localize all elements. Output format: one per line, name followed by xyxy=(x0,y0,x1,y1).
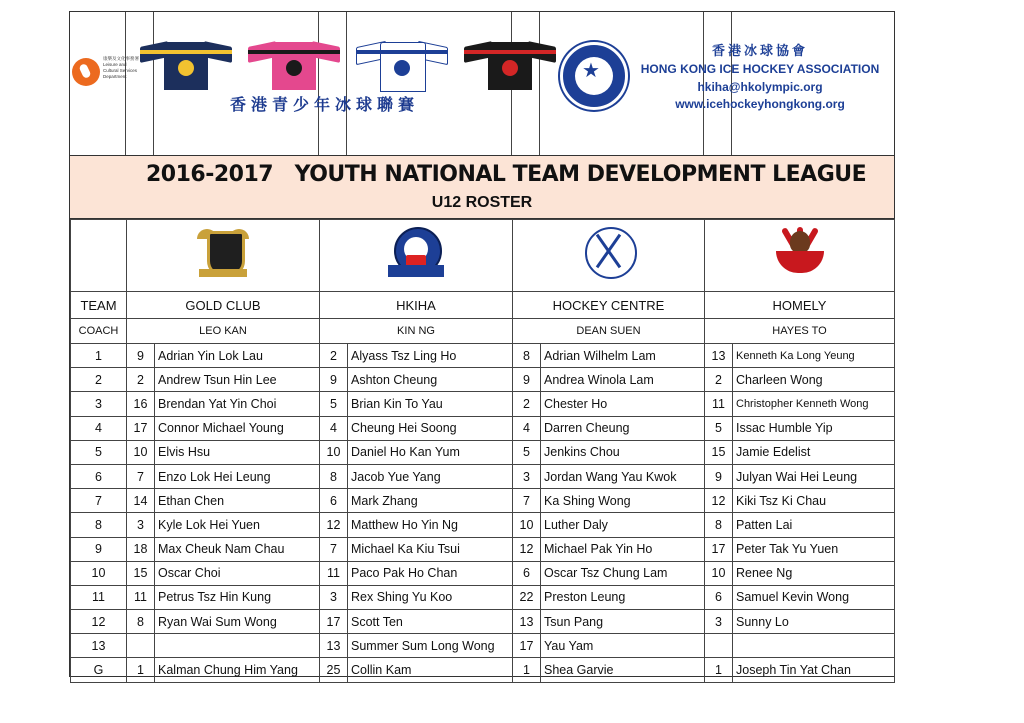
jersey-number: 22 xyxy=(513,585,541,609)
homely-logo-icon xyxy=(768,225,832,283)
roster-row xyxy=(71,537,895,561)
coach-label: COACH xyxy=(71,319,127,344)
jersey-white-icon xyxy=(356,40,448,90)
coach-name: KIN NG xyxy=(320,319,513,344)
jersey-number: 15 xyxy=(705,440,733,464)
jersey-number: 13 xyxy=(705,344,733,368)
row-label: 6 xyxy=(71,464,127,488)
player-name: Max Cheuk Nam Chau xyxy=(155,537,320,561)
team-name-row xyxy=(71,292,895,319)
jersey-number: 12 xyxy=(705,489,733,513)
gold-club-logo-cell xyxy=(127,220,320,292)
jersey-number: 5 xyxy=(513,440,541,464)
row-label: 10 xyxy=(71,561,127,585)
player-name: Alyass Tsz Ling Ho xyxy=(348,344,513,368)
jersey-number: 1 xyxy=(705,658,733,682)
jersey-number: 10 xyxy=(513,513,541,537)
jersey-number: 3 xyxy=(705,610,733,634)
hkiha-logo-icon xyxy=(384,225,448,283)
jersey-number: 10 xyxy=(127,440,155,464)
player-name: Kalman Chung Him Yang xyxy=(155,658,320,682)
roster-row xyxy=(71,610,895,634)
player-name: Samuel Kevin Wong xyxy=(733,585,895,609)
player-name: Peter Tak Yu Yuen xyxy=(733,537,895,561)
jersey-number: 1 xyxy=(127,658,155,682)
jersey-number: 9 xyxy=(127,344,155,368)
row-label: 9 xyxy=(71,537,127,561)
jersey-number: 11 xyxy=(127,585,155,609)
jersey-number: 9 xyxy=(513,368,541,392)
association-email: hkiha@hkolympic.org xyxy=(697,80,823,94)
roster-row xyxy=(71,440,895,464)
team-logo-row xyxy=(71,220,895,292)
row-label: 13 xyxy=(71,634,127,658)
row-label: 1 xyxy=(71,344,127,368)
player-name: Michael Pak Yin Ho xyxy=(541,537,705,561)
jersey-number: 17 xyxy=(127,416,155,440)
row-label: 7 xyxy=(71,489,127,513)
player-name: Jacob Yue Yang xyxy=(348,464,513,488)
association-info xyxy=(626,40,894,111)
jersey-number: 8 xyxy=(705,513,733,537)
jersey-number: 17 xyxy=(513,634,541,658)
player-name xyxy=(733,634,895,658)
player-name: Mark Zhang xyxy=(348,489,513,513)
row-label: 12 xyxy=(71,610,127,634)
player-name: Collin Kam xyxy=(348,658,513,682)
player-name: Adrian Yin Lok Lau xyxy=(155,344,320,368)
roster-row xyxy=(71,464,895,488)
player-name: Kyle Lok Hei Yuen xyxy=(155,513,320,537)
jersey-number: 14 xyxy=(127,489,155,513)
jersey-pink-icon xyxy=(248,40,340,90)
association-website: www.icehockeyhongkong.org xyxy=(675,97,845,111)
jersey-number: 11 xyxy=(705,392,733,416)
jersey-number: 5 xyxy=(705,416,733,440)
player-name xyxy=(155,634,320,658)
player-name: Connor Michael Young xyxy=(155,416,320,440)
row-label: 2 xyxy=(71,368,127,392)
jersey-number: 6 xyxy=(320,489,348,513)
jersey-number: 12 xyxy=(320,513,348,537)
roster-row xyxy=(71,658,895,682)
homely-logo-cell xyxy=(705,220,895,292)
player-name: Darren Cheung xyxy=(541,416,705,440)
jersey-number: 6 xyxy=(705,585,733,609)
jersey-number xyxy=(705,634,733,658)
team-label: TEAM xyxy=(71,292,127,319)
player-name: Cheung Hei Soong xyxy=(348,416,513,440)
player-name: Rex Shing Yu Koo xyxy=(348,585,513,609)
player-name: Brian Kin To Yau xyxy=(348,392,513,416)
player-name: Julyan Wai Hei Leung xyxy=(733,464,895,488)
jersey-number: 8 xyxy=(320,464,348,488)
coach-name: LEO KAN xyxy=(127,319,320,344)
roster-sheet xyxy=(69,11,895,677)
jersey-number: 11 xyxy=(320,561,348,585)
jersey-navy-icon xyxy=(140,40,232,90)
jersey-number: 6 xyxy=(513,561,541,585)
jersey-number: 13 xyxy=(513,610,541,634)
player-name: Daniel Ho Kan Yum xyxy=(348,440,513,464)
player-name: Preston Leung xyxy=(541,585,705,609)
jersey-number: 3 xyxy=(513,464,541,488)
row-label: 8 xyxy=(71,513,127,537)
jersey-number: 2 xyxy=(127,368,155,392)
player-name: Charleen Wong xyxy=(733,368,895,392)
player-name: Matthew Ho Yin Ng xyxy=(348,513,513,537)
player-name: Luther Daly xyxy=(541,513,705,537)
header-banner xyxy=(70,12,894,155)
jersey-number: 25 xyxy=(320,658,348,682)
empty-cell xyxy=(71,220,127,292)
roster-row xyxy=(71,368,895,392)
hockey-centre-logo-cell xyxy=(513,220,705,292)
coach-name: DEAN SUEN xyxy=(513,319,705,344)
league-chinese-title: 香港青少年冰球聯賽 xyxy=(230,95,420,114)
player-name: Petrus Tsz Hin Kung xyxy=(155,585,320,609)
jersey-number: 16 xyxy=(127,392,155,416)
roster-row xyxy=(71,489,895,513)
jersey-number: 7 xyxy=(513,489,541,513)
roster-table xyxy=(70,219,895,683)
player-name: Adrian Wilhelm Lam xyxy=(541,344,705,368)
league-title: 2016-2017 YOUTH NATIONAL TEAM DEVELOPMENT LEAGUE xyxy=(146,162,867,187)
player-name: Michael Ka Kiu Tsui xyxy=(348,537,513,561)
association-english-name: HONG KONG ICE HOCKEY ASSOCIATION xyxy=(640,62,880,76)
jersey-number: 9 xyxy=(320,368,348,392)
hockey-centre-logo-icon xyxy=(577,225,641,283)
lcsd-name: 康樂及文化事務署 Leisure and Cultural Services Department xyxy=(103,56,139,79)
jersey-number: 4 xyxy=(320,416,348,440)
jersey-number: 2 xyxy=(513,392,541,416)
player-name: Jenkins Chou xyxy=(541,440,705,464)
coach-row xyxy=(71,319,895,344)
jersey-number: 7 xyxy=(127,464,155,488)
player-name: Jamie Edelist xyxy=(733,440,895,464)
player-name: Shea Garvie xyxy=(541,658,705,682)
jersey-number: 17 xyxy=(705,537,733,561)
team-name: HOMELY xyxy=(705,292,895,319)
jersey-number: 4 xyxy=(513,416,541,440)
jersey-number: 9 xyxy=(705,464,733,488)
jersey-number: 17 xyxy=(320,610,348,634)
title-band xyxy=(70,155,894,219)
lcsd-logo xyxy=(72,54,142,94)
player-name: Enzo Lok Hei Leung xyxy=(155,464,320,488)
jersey-number: 1 xyxy=(513,658,541,682)
jersey-number: 7 xyxy=(320,537,348,561)
player-name: Andrea Winola Lam xyxy=(541,368,705,392)
player-name: Brendan Yat Yin Choi xyxy=(155,392,320,416)
hkiha-seal-icon: ★ xyxy=(560,42,628,110)
player-name: Ryan Wai Sum Wong xyxy=(155,610,320,634)
player-name: Issac Humble Yip xyxy=(733,416,895,440)
player-name: Tsun Pang xyxy=(541,610,705,634)
association-chinese-name: 香港冰球協會 xyxy=(711,44,808,59)
team-name: HKIHA xyxy=(320,292,513,319)
jersey-number: 8 xyxy=(513,344,541,368)
player-name: Joseph Tin Yat Chan xyxy=(733,658,895,682)
player-name: Summer Sum Long Wong xyxy=(348,634,513,658)
player-name: Kenneth Ka Long Yeung xyxy=(733,344,895,368)
jersey-number xyxy=(127,634,155,658)
roster-row xyxy=(71,416,895,440)
jersey-number: 12 xyxy=(513,537,541,561)
roster-row xyxy=(71,513,895,537)
jersey-number: 10 xyxy=(705,561,733,585)
roster-row xyxy=(71,634,895,658)
player-name: Chester Ho xyxy=(541,392,705,416)
player-name: Oscar Choi xyxy=(155,561,320,585)
player-name: Scott Ten xyxy=(348,610,513,634)
jersey-number: 5 xyxy=(320,392,348,416)
player-name: Kiki Tsz Ki Chau xyxy=(733,489,895,513)
player-name: Elvis Hsu xyxy=(155,440,320,464)
roster-row xyxy=(71,585,895,609)
jersey-number: 18 xyxy=(127,537,155,561)
jersey-number: 10 xyxy=(320,440,348,464)
player-name: Ashton Cheung xyxy=(348,368,513,392)
roster-row xyxy=(71,392,895,416)
team-name: GOLD CLUB xyxy=(127,292,320,319)
player-name: Patten Lai xyxy=(733,513,895,537)
jersey-number: 8 xyxy=(127,610,155,634)
player-name: Andrew Tsun Hin Lee xyxy=(155,368,320,392)
hkiha-logo-cell xyxy=(320,220,513,292)
player-name: Yau Yam xyxy=(541,634,705,658)
row-label: 4 xyxy=(71,416,127,440)
row-label: G xyxy=(71,658,127,682)
player-name: Christopher Kenneth Wong xyxy=(733,392,895,416)
jersey-number: 2 xyxy=(320,344,348,368)
roster-row xyxy=(71,561,895,585)
player-name: Paco Pak Ho Chan xyxy=(348,561,513,585)
player-name: Oscar Tsz Chung Lam xyxy=(541,561,705,585)
roster-row xyxy=(71,344,895,368)
team-name: HOCKEY CENTRE xyxy=(513,292,705,319)
roster-subtitle: U12 ROSTER xyxy=(431,194,533,211)
jersey-number: 2 xyxy=(705,368,733,392)
player-name: Sunny Lo xyxy=(733,610,895,634)
player-name: Ethan Chen xyxy=(155,489,320,513)
jersey-black-icon xyxy=(464,40,556,90)
row-label: 5 xyxy=(71,440,127,464)
coach-name: HAYES TO xyxy=(705,319,895,344)
lcsd-emblem-icon xyxy=(72,58,100,86)
jersey-number: 3 xyxy=(127,513,155,537)
gold-club-logo-icon xyxy=(191,225,255,283)
jersey-number: 3 xyxy=(320,585,348,609)
player-name: Ka Shing Wong xyxy=(541,489,705,513)
player-name: Renee Ng xyxy=(733,561,895,585)
row-label: 3 xyxy=(71,392,127,416)
jersey-number: 15 xyxy=(127,561,155,585)
player-name: Jordan Wang Yau Kwok xyxy=(541,464,705,488)
row-label: 11 xyxy=(71,585,127,609)
jersey-number: 13 xyxy=(320,634,348,658)
